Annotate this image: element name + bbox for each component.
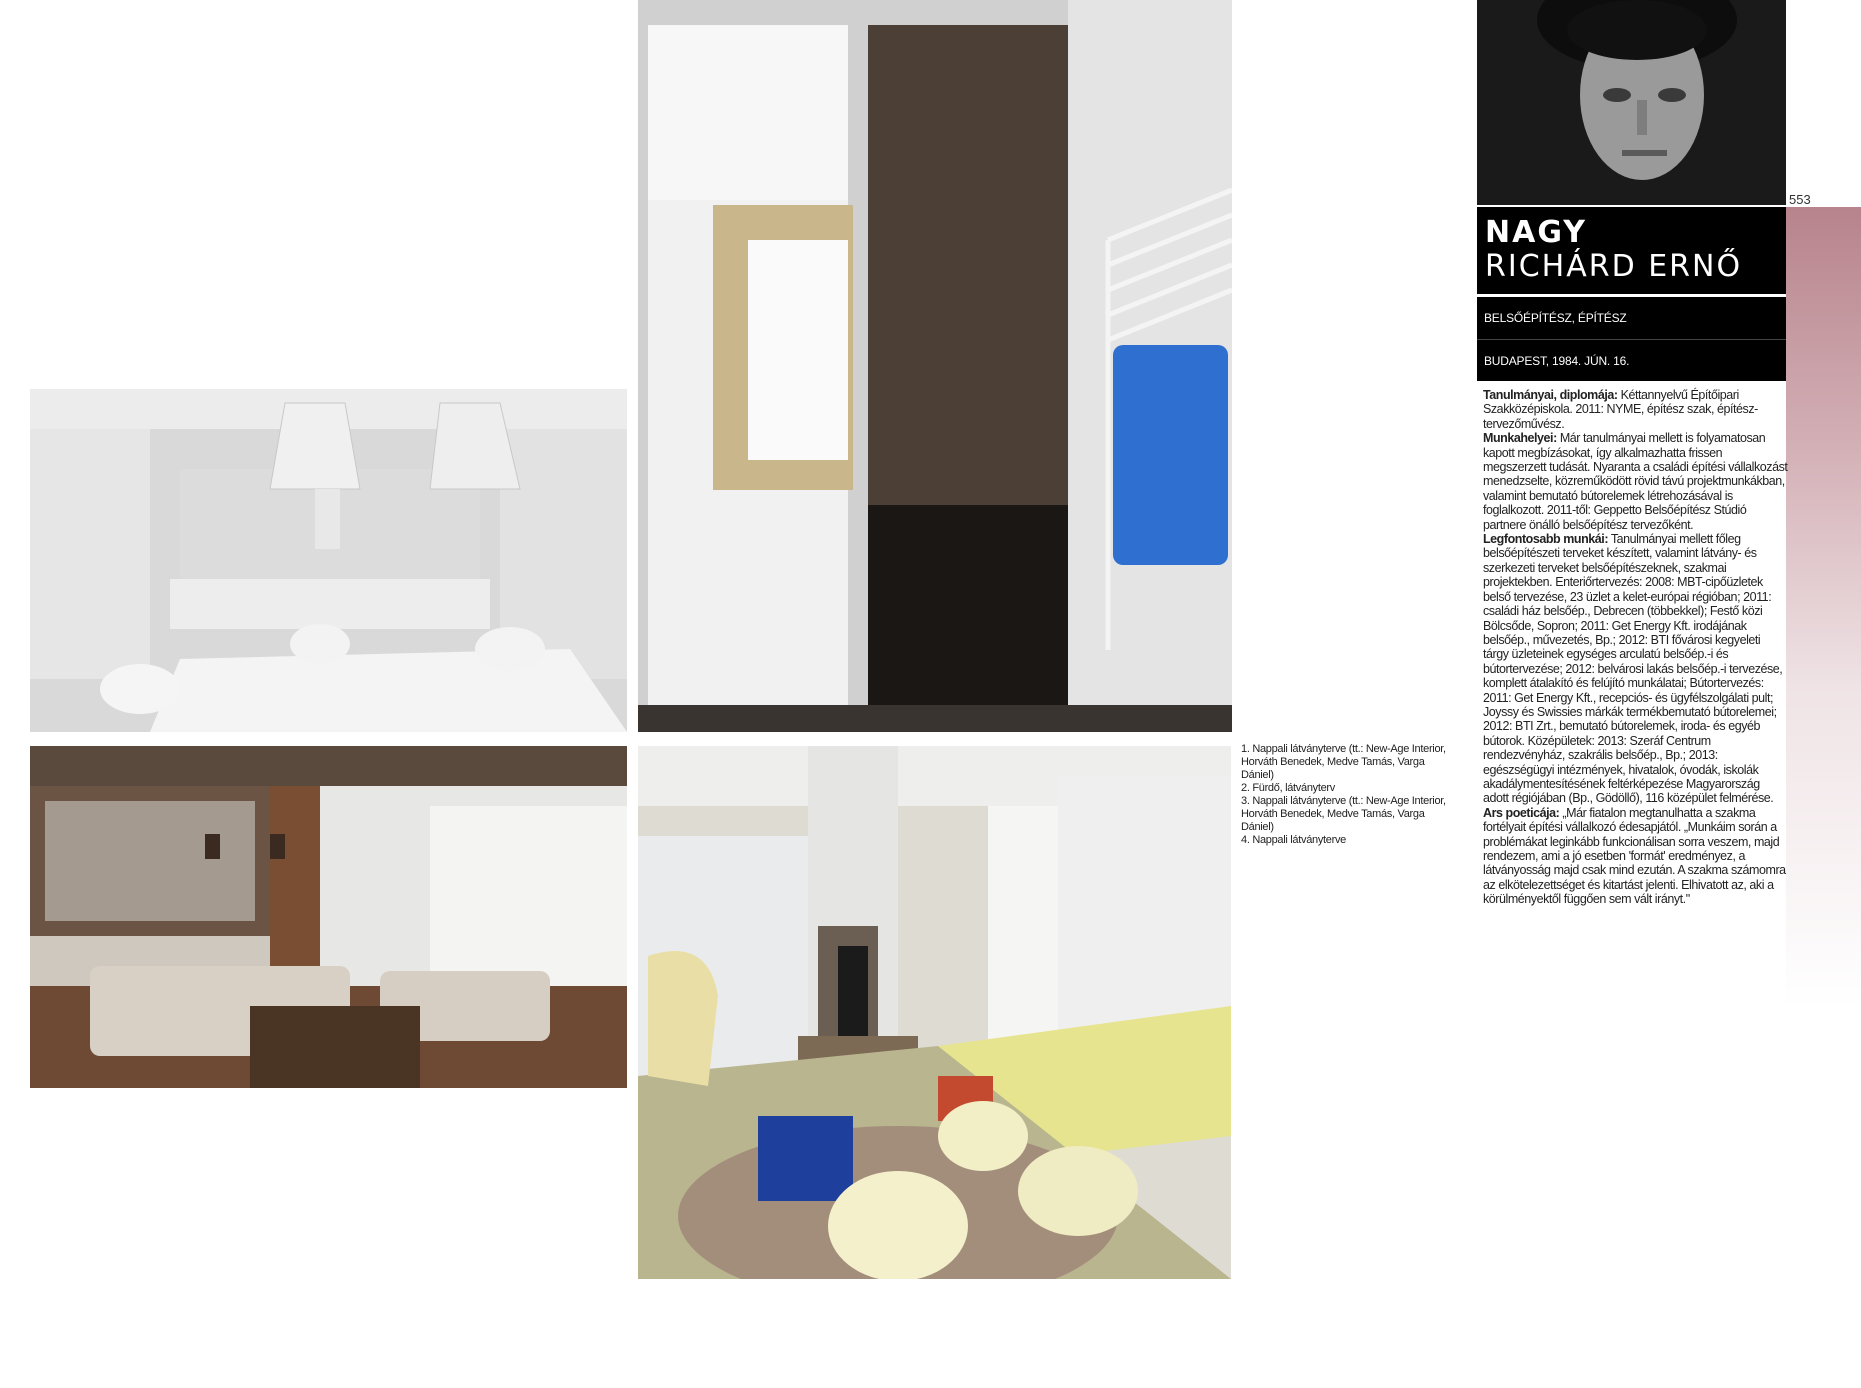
- caption-line: Horváth Benedek, Medve Tamás, Varga: [1241, 756, 1425, 768]
- bathroom-render-drawing: [638, 0, 1232, 732]
- biography-text: [1483, 388, 1788, 907]
- profile-birth: BUDAPEST, 1984. JÚN. 16.: [1477, 339, 1786, 381]
- bio-major-works: [1483, 532, 1788, 806]
- portrait-drawing: [1477, 0, 1786, 205]
- kitchen-render-drawing: [30, 389, 627, 732]
- caption-line: 3. Nappali látványterve (tt.: New-Age Interior,: [1241, 795, 1446, 807]
- page-number: 553: [1789, 192, 1811, 207]
- caption-line: Horváth Benedek, Medve Tamás, Varga: [1241, 808, 1425, 820]
- bio-ars-text: „Már fiatalon megtanulhatta a szakma fortélyait építési vállalkozó édesapjától. „Munkáim során a problémákat leginkább funkcionálisan sorra veszem, majd rendezem, ami a jó esetben 'formát' eredményez, a látványosság majd csak mind ezután. A szakma számomra az elkötelezettséget és kitartást jelenti. Elhivatott az, aki a körülményektől függően sem vált irányt.": [1483, 805, 1786, 907]
- bio-studies-text: Kéttannyelvű Építőipari Szakközépiskola. 2011: NYME, építész szak, építész-tervezőművész.: [1483, 388, 1758, 431]
- bathroom-render-image: [638, 0, 1232, 732]
- lounge-render-image: [638, 746, 1231, 1279]
- accent-gradient-strip: [1786, 207, 1861, 1007]
- caption-line: 2. Fürdő, látványterv: [1241, 782, 1335, 794]
- bio-studies-label: Tanulmányai, diplomája:: [1483, 388, 1618, 402]
- lounge-render-drawing: [638, 746, 1231, 1279]
- profile-surname: NAGY: [1485, 215, 1588, 250]
- bio-work-label: Munkahelyei:: [1483, 431, 1557, 446]
- kitchen-render-image: [30, 389, 627, 732]
- profile-name-header: [1477, 207, 1786, 294]
- image-captions: [1241, 743, 1461, 847]
- caption-line: Dániel): [1241, 821, 1274, 833]
- living-room-render-drawing: [30, 746, 627, 1088]
- profile-profession: BELSŐÉPÍTÉSZ, ÉPÍTÉSZ: [1477, 297, 1786, 339]
- bio-ars-label: Ars poeticája:: [1483, 805, 1560, 820]
- living-room-render-image: [30, 746, 627, 1088]
- caption-line: 1. Nappali látványterve (tt.: New-Age Interior,: [1241, 743, 1446, 755]
- bio-work: [1483, 431, 1788, 532]
- profile-given-names: RICHÁRD ERNŐ: [1485, 249, 1743, 284]
- caption-line: 4. Nappali látványterve: [1241, 834, 1346, 846]
- bio-ars-poetica: [1483, 806, 1788, 907]
- bio-major-label: Legfontosabb munkái:: [1483, 532, 1609, 547]
- bio-studies: [1483, 388, 1788, 431]
- caption-line: Dániel): [1241, 769, 1274, 781]
- author-portrait-photo: [1477, 0, 1786, 205]
- bio-work-text: Már tanulmányai mellett is folyamatosan kapott megbízásokat, így alkalmazhatta frissen megszerzett tudását. Nyaranta a családi építési vállalkozást menedzselte, közreműködött rövid távú projektmunkákban, valamint bemutató bútorelemek létrehozásával is foglalkozott. 2011-től: Geppetto Belsőépítész Stúdió partnere önálló belsőépítész tervezőként.: [1483, 431, 1788, 532]
- bio-major-text: Tanulmányai mellett főleg belsőépítészeti terveket készített, valamint látvány- és szerkezeti terveket belsőépítészeknek, szakmai projektekben. Enteriőrtervezés: 2008: MBT-cipőüzletek belső tervezése, 23 üzlet a kelet-európai régióban; 2011: családi ház belsőép., Debrecen (többekkel); Festő közi Bölcsőde, Sopron; 2011: Get Energy Kft. irodájának belsőép., művezetés, Bp.; 2012: BTI fővárosi kegyeleti tárgy üzleteinek egységes arculatú belsőép.-i és bútortervezése; 2012: belvárosi lakás belsőép.-i tervezése, komplett átalakító és felújító munkálatai; Bútortervezés: 2011: Get Energy Kft., recepciós- és ügyfélszolgálati pult; Joyssy és Swissies márkák termékbemutató bútorelemei; 2012: BTI Zrt., bemutató bútorelemek, iroda- és egyéb bútorok. Középületek: 2013: Szeráf Centrum rendezvényház, szakrális belsőép., Bp.; 2013: egészségügyi intézmények, hivatalok, óvodák, iskolák akadálymentesítésének feltérképezése Magyarország adott régiójában (Bp., Gödöllő), 116 középület felmérése.: [1483, 532, 1783, 806]
